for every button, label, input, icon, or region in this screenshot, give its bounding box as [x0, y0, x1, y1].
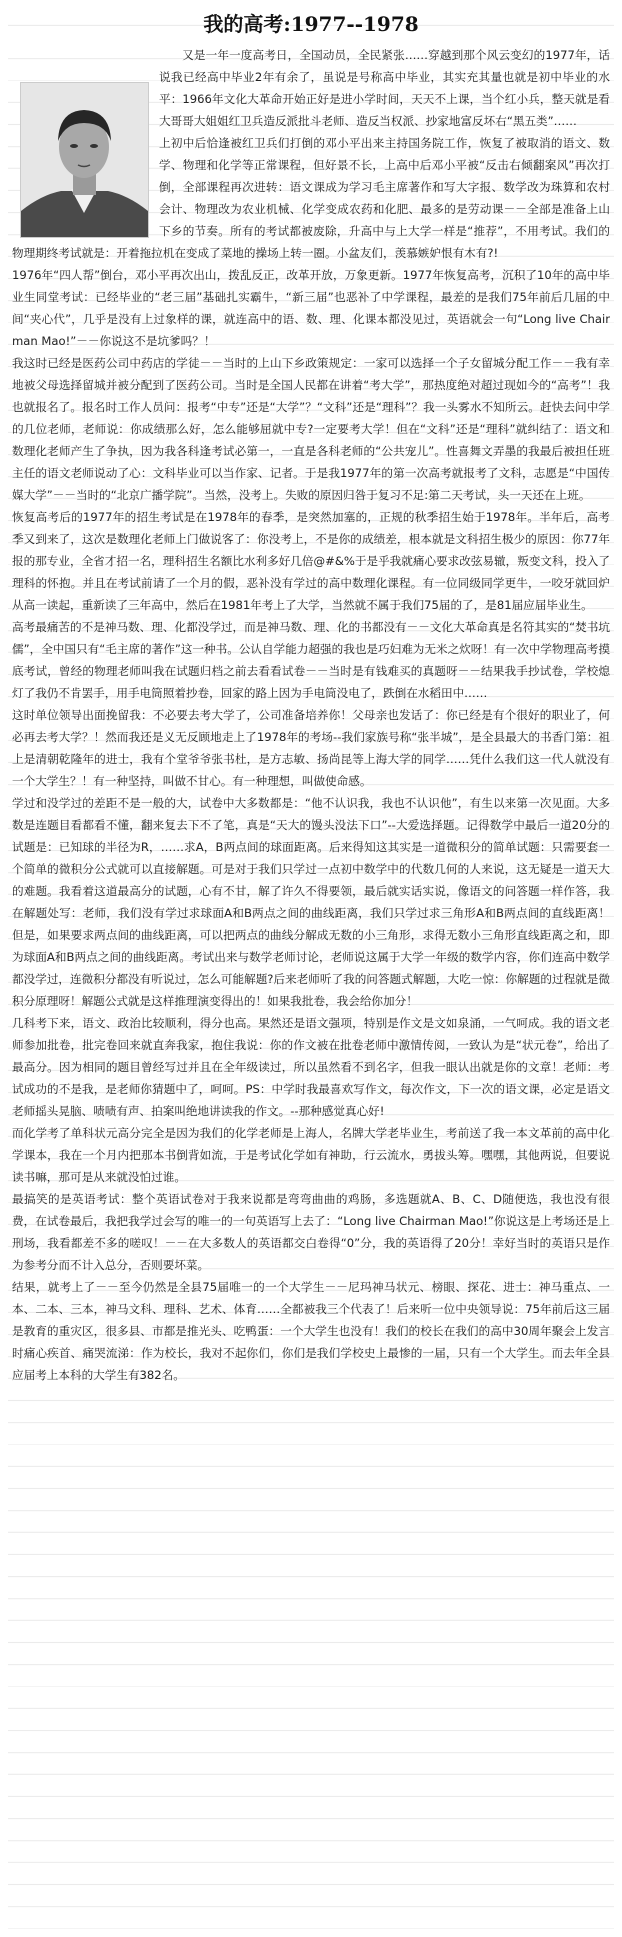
portrait-image — [21, 83, 148, 237]
paragraph: 这时单位领导出面挽留我：不必要去考大学了，公司准备培养你！父母亲也发话了：你已经是有个很好的职业了，何必再去考大学？！然而我还是义无反顾地走上了1978年的考场--我们家族号称“张半城”，是全县最大的书香门第：祖上是清朝乾隆年的进士，我有个堂爷爷张书杜，是方志敏、扬尚昆等上海大学的同学……凭什么我们这一代人就没有一个大学生？！有一种坚持，叫做不甘心。有一种理想，叫做使命感。 — [12, 708, 610, 788]
paragraph: 学过和没学过的差距不是一般的大，试卷中大多数都是：“他不认识我，我也不认识他”，有生以来第一次见面。大多数是连题目看都看不懂，翻来复去下不了笔，真是“天大的馒头没法下口”--大爱选择题。记得数学中最后一道20分的试题是：已知球的半径为R，……求A，B两点间的球面距离。后来得知这其实是一道微积分的简单试题：只需要套一个简单的微积分公式就可以直接解题。可是对于我们只学过一点初中数学中的代数几何的人来说，这无疑是一道天大的难题。我看着这道最高分的试题，心有不甘，解了许久不得要领，最后就实话实说，像语文的问答题一样作答，我在解题处写：老师，我们没有学过求球面A和B两点之间的曲线距离，我们只学过求三角形A和B两点间的直线距离！但是，如果要求两点间的曲线距离，可以把两点的曲线分解成无数的小三角形，求得无数小三角形直线距离之和，即为球面A和B两点之间的曲线距离。考试出来与数学老师讨论，老师说这属于大学一年级的数学内容，你们连高中数学都没学过，连微积分都没有听说过，怎么可能解题?后来老师听了我的问答题式解题，大吃一惊：你解题的过程就是微积分原理呀！解题公式就是这样推理演变得出的！如果我批卷，我会给你加分！ — [12, 796, 610, 1008]
paragraph: 又是一年一度高考日，全国动员，全民紧张……穿越到那个风云变幻的1977年，话说我已经高中毕业2年有余了，虽说是号称高中毕业，其实充其量也就是初中毕业的水平：1966年文化大革命开始正好是进小学时间，天天不上课，当个红小兵，整天就是看大哥哥大姐姐红卫兵造反派批斗老师、造反当权派、抄家地富反坏右“黑五类”…… — [159, 48, 610, 128]
paragraph: 高考最痛苦的不是神马数、理、化都没学过，而是神马数、理、化的书都没有－－文化大革命真是名符其实的“焚书坑儒”，全中国只有“毛主席的著作”这一种书。公认自学能力超强的我也是巧妇难为无米之炊呀！有一次中学物理高考摸底考试，曾经的物理老师叫我在试题归档之前去看看试卷－－当时是有钱难买的真题呀－－结果我手抄试卷，学校熄灯了我仍不肯罢手，用手电筒照着抄卷，回家的路上因为手电筒没电了，跌倒在水稻田中…… — [12, 620, 610, 700]
paragraph: 最搞笑的是英语考试：整个英语试卷对于我来说都是弯弯曲曲的鸡肠，多选题就A、B、C、D随便选，我也没有很费，在试卷最后，我把我学过会写的唯一的一句英语写上去了：“Long live Chairman Mao!”你说这是上考场还是上刑场，我看都差不多的嗟叹！－－在大多数人的英语都交白卷得“0”分，我的英语得了20分！幸好当时的英语只是作为参考分而不计入总分，否则要坏菜。 — [12, 1192, 610, 1272]
paragraph: 结果，就考上了－－至今仍然是全县75届唯一的一个大学生－－尼玛神马状元、榜眼、探花、进士：神马重点、一本、二本、三本，神马文科、理科、艺术、体育……全都被我三个代表了！后来听一位中央领导说：75年前后这三届是教育的重灾区，很多县、市都是推光头、吃鸭蛋：一个大学生也没有！我们的校长在我们的高中30周年聚会上发言时痛心疾首、痛哭流涕：作为校长，我对不起你们，你们是我们学校史上最惨的一届，只有一个大学生。而去年全县应届考上本科的大学生有382名。 — [12, 1280, 610, 1382]
article-page — [8, 4, 614, 1929]
paragraph: 而化学考了单科状元高分完全是因为我们的化学老师是上海人，名牌大学老毕业生，考前送了我一本文革前的高中化学课本，我在一个月内把那本书倒背如流，于是考试化学如有神助，行云流水，勇拔头筹。嘿嘿，其他两说，但要说读书嘛，那可是从来就没怕过谁。 — [12, 1126, 610, 1184]
paragraph: 1976年“四人帮”倒台，邓小平再次出山，拨乱反正，改革开放，万象更新。1977年恢复高考，沉积了10年的高中毕业生同堂考试：已经毕业的“老三届”基础扎实霸牛，“新三届”也恶补了中学课程，最差的是我们75年前后几届的中间“夹心代”，几乎是没有上过象样的课，就连高中的语、数、理、化课本都没见过，英语就会一句“Long live Chairman Mao!”－－你说这不是坑爹吗？！ — [12, 268, 610, 348]
article-title: 我的高考:1977--1978 — [203, 12, 419, 36]
paragraph: 几科考下来，语文、政治比较顺利，得分也高。果然还是语文强项，特别是作文是文如泉涌，一气呵成。我的语文老师参加批卷，批完卷回来就直奔我家，抱住我说：你的作文被在批卷老师中激情传阅，一致认为是“状元卷”，给出了最高分。因为相同的题目曾经写过并且在全年级读过，所以虽然看不到名字，但我一眼认出就是你的文章！老师：考试成功的不是我，是老师你猜题中了，呵呵。PS：中学时我最喜欢写作文，每次作文，下一次的语文课，必定是语文老师摇头晃脑、啧啧有声、拍案叫绝地讲读我的作文。--那种感觉真心好! — [12, 1016, 610, 1118]
paragraph: 我这时已经是医药公司中药店的学徒－－当时的上山下乡政策规定：一家可以选择一个子女留城分配工作－－我有幸地被父母选择留城并被分配到了医药公司。当时是全国人民都在讲着“考大学”，那热度绝对超过现如今的“高考”！我也就报名了。报名时工作人员问：报考“中专”还是“大学”？“文科”还是“理科”？我一头雾水不知所云。赶快去问中学的几位老师，老师说：你成绩那么好，怎么能够屈就中专?一定要考大学！但在“文科”还是“理科”就纠结了：语文和数理化老师产生了争执，因为我各科逢考试必第一，一直是各科老师的“公共宠儿”。性喜舞文弄墨的我最后被担任班主任的语文老师说动了心：文科毕业可以当作家、记者。于是我1977年的第一次高考就报考了文科，志愿是“中国传媒大学”－－当时的“北京广播学院”。当然，没考上。失败的原因归咎于复习不足:第二天考试，头一天还在上班。 — [12, 356, 610, 502]
author-portrait-photo — [20, 82, 149, 238]
paragraph: 上初中后恰逢被红卫兵们打倒的邓小平出来主持国务院工作，恢复了被取消的语文、数学、物理和化学等正常课程，但好景不长，上高中后邓小平被“反击右倾翻案风”再次打倒，全部课程再次进转：语文课成为学习毛主席著作和写大字报、数学改为珠算和农村会计、物理改为农业机械、化学变成农药和化肥、最多的是劳动课－－全部是准备上山下乡的节奏。所有的考试都被废除，升高中与上大学一样是“推荐”，不用考试。我们的物理期终考试就是：开着拖拉机在变成了菜地的操场上转一圈。小盆友们，羡慕嫉妒恨有木有?! — [12, 136, 610, 260]
paragraph: 恢复高考后的1977年的招生考试是在1978年的春季，是突然加塞的，正规的秋季招生始于1978年。半年后，高考季又到来了，这次是数理化老师上门做说客了：你没考上，不是你的成绩差，根本就是文科招生极少的原因：你77年报的那专业，全省才招一名，理科招生名额比水利多好几倍@#&%于是乎我就痛心要求改弦易辙，叛变文科，投入了理科的怀抱。并且在考试前请了一个月的假，恶补没有学过的高中数理化课程。有一位同级同学更牛，一咬牙就回炉从高一读起，重新读了三年高中，然后在1981年考上了大学，当然就不属于我们75届的了，是81届应届毕业生。 — [12, 510, 610, 612]
